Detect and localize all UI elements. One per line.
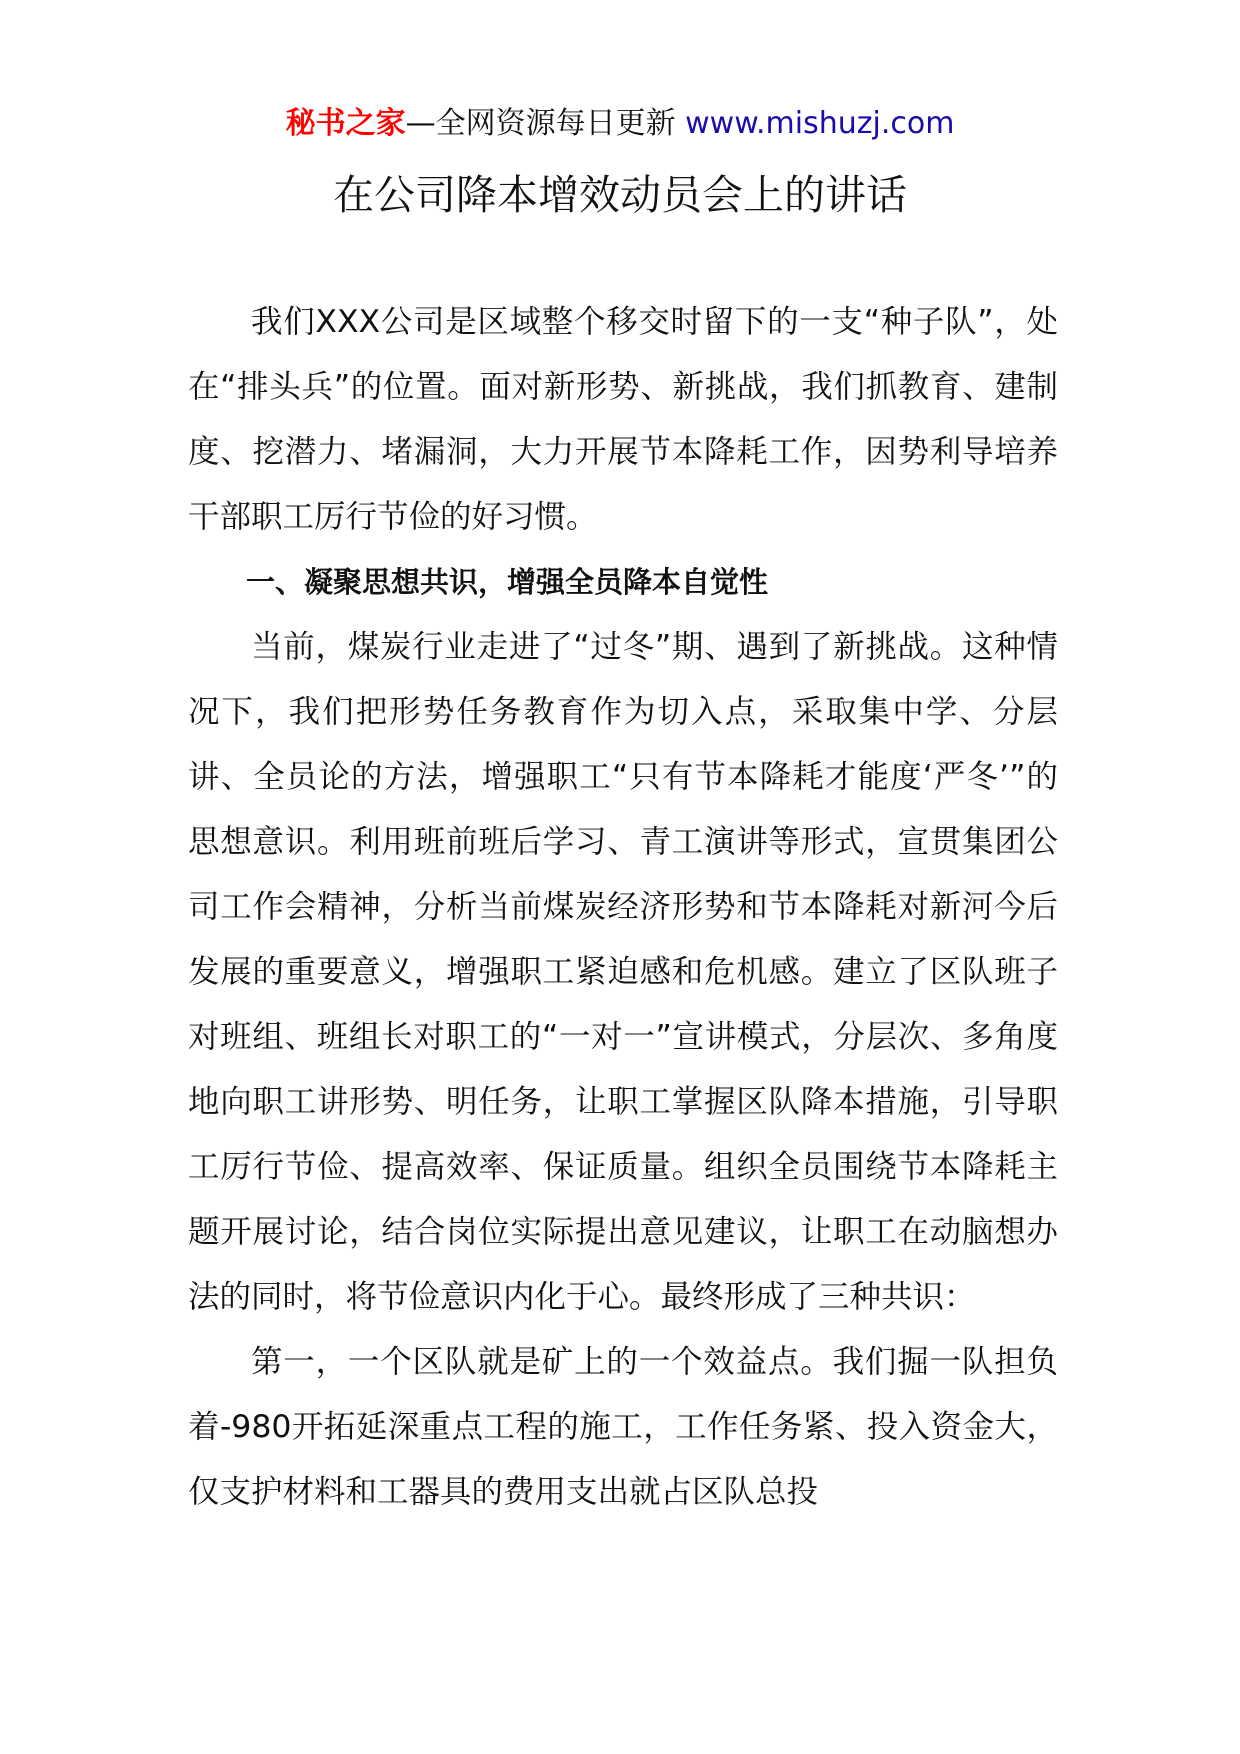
document-body (188, 290, 1058, 1525)
brand-name: 秘书之家 (285, 106, 406, 141)
paragraph-consensus-1: 第一，一个区队就是矿上的一个效益点。我们掘一队担负着-980开拓延深重点工程的施工，工作任务紧、投入资金大，仅支护材料和工器具的费用支出就占区队总投 (188, 1344, 1058, 1510)
site-header (0, 102, 1240, 146)
section-heading-1: 一、凝聚思想共识，增强全员降本自觉性 (246, 565, 769, 599)
paragraph-section-1: 当前，煤炭行业走进了“过冬”期、遇到了新挑战。这种情况下，我们把形势任务教育作为切入点，采取集中学、分层讲、全员论的方法，增强职工“只有节本降耗才能度‘严冬’”的思想意识。利用班前班后学习、青工演讲等形式，宣贯集团公司工作会精神，分析当前煤炭经济形势和节本降耗对新河今后发展的重要意义，增强职工紧迫感和危机感。建立了区队班子对班组、班组长对职工的“一对一”宣讲模式，分层次、多角度地向职工讲形势、明任务，让职工掌握区队降本措施，引导职工厉行节俭、提高效率、保证质量。组织全员围绕节本降耗主题开展讨论，结合岗位实际提出意见建议，让职工在动脑想办法的同时，将节俭意识内化于心。最终形成了三种共识： (188, 629, 1058, 1315)
document-title: 在公司降本增效动员会上的讲话 (333, 171, 907, 219)
header-tagline: —全网资源每日更新 (405, 106, 686, 141)
site-url-link[interactable]: www.mishuzj.com (685, 106, 955, 141)
paragraph-intro: 我们XXX公司是区域整个移交时留下的一支“种子队”，处在“排头兵”的位置。面对新形势、新挑战，我们抓教育、建制度、挖潜力、堵漏洞，大力开展节本降耗工作，因势利导培养干部职工厉行节俭的好习惯。 (188, 304, 1058, 535)
